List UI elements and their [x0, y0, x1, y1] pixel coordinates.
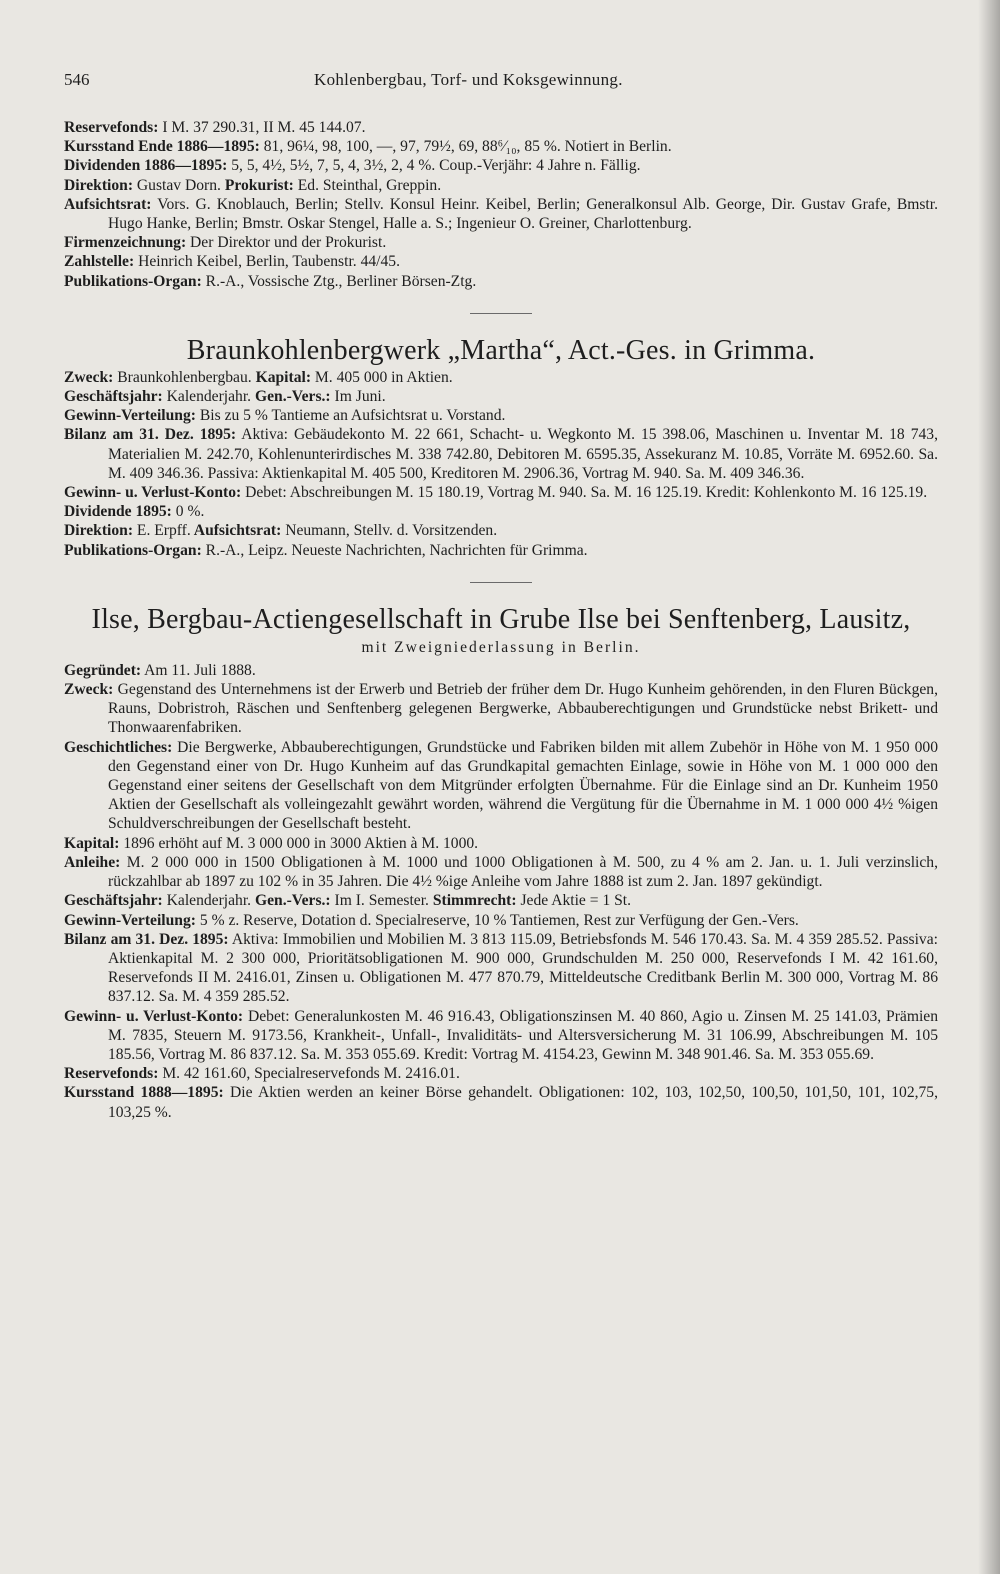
entry-text: M. 42 161.60, Specialreservefonds M. 2416.01. [158, 1065, 460, 1083]
entry-gewinn-verlust-konto [64, 1007, 938, 1065]
entry-label: Anleihe: [64, 853, 121, 871]
entry-text: Aktiva: Gebäudekonto M. 22 661, Schacht- u. Wegkonto M. 15 398.06, Maschinen u. Inventar M. 18 743, Materialien M. 242.70, Kohlenunterirdisches M. 338 742.80, Debitoren M. 6595.35, Assekuranz M. 10.85, Vorräte M. 6952.60. Sa. M. 409 346.36. Passiva: Aktienkapital M. 405 500, Kreditoren M. 2906.36, Vortrag M. 940. Sa. M. 409 346.36. [108, 426, 938, 482]
entry-text-gen-vers: Im I. Semester. [330, 892, 429, 910]
entry-text-kapital: M. 405 000 in Aktien. [311, 368, 453, 386]
entry-text: 5, 5, 4½, 5½, 7, 5, 4, 3½, 2, 4 %. Coup.-Verjähr: 4 Jahre n. Fällig. [227, 157, 641, 175]
entry-label: Gewinn-Verteilung: [64, 407, 196, 425]
entry-text: Gegenstand des Unternehmens ist der Erwerb und Betrieb der früher dem Dr. Hugo Kunheim gehörenden, in den Fluren Bückgen, Rauns, Dobristroh, Räschen und Senftenberg gelegenen Bergwerke, Abbauberechtigungen und Grundstücke nebst Brikett- und Thonwaarenfabriken. [108, 681, 938, 737]
entry-text: 81, 96¼, 98, 100, —, 97, 79½, 69, 88⁶⁄₁₀, 85 %. Notiert in Berlin. [259, 138, 672, 156]
entry-label: Geschäftsjahr: [64, 388, 163, 406]
entry-reservefonds [64, 1064, 938, 1083]
entry-text: Braunkohlenbergbau. [113, 368, 252, 386]
section-divider [470, 582, 532, 583]
entry-text: E. Erpff. [133, 522, 191, 540]
entry-text-gen-vers: Im Juni. [330, 388, 386, 406]
entry-zweck [64, 680, 938, 738]
entry-dividenden [64, 156, 938, 175]
entry-geschaeftsjahr [64, 387, 938, 406]
section-divider [470, 313, 532, 314]
entry-text: Debet: Generalunkosten M. 46 916.43, Obligationszinsen M. 40 860, Agio u. Zinsen M. 25 141.03, Prämien M. 7835, Steuern M. 9173.56, Krankheit-, Unfall-, Invaliditäts- und Altersversicherung M. 31 106.99, Abschreibungen M. 105 185.56, Vortrag M. 86 837.12. Sa. M. 353 055.69. Kredit: Vortrag M. 4154.23, Gewinn M. 348 901.46. Sa. M. 353 055.69. [108, 1007, 938, 1063]
entry-text: Debet: Abschreibungen M. 15 180.19, Vortrag M. 940. Sa. M. 16 125.19. Kredit: Kohlenkonto M. 16 125.19. [241, 484, 928, 502]
entry-reservefonds [64, 118, 938, 137]
entry-label: Publikations-Organ: [64, 541, 202, 559]
entry-geschichtliches [64, 738, 938, 834]
running-title: Kohlenbergbau, Torf- und Koksgewinnung. [314, 70, 623, 89]
entry-text: I M. 37 290.31, II M. 45 144.07. [158, 119, 366, 136]
entry-label: Bilanz am 31. Dez. 1895: [64, 930, 229, 948]
entry-label: Kapital: [64, 834, 120, 852]
entry-label: Kursstand 1888—1895: [64, 1084, 224, 1102]
entry-kursstand [64, 137, 938, 156]
section-martha [64, 334, 938, 560]
page-number: 546 [64, 70, 90, 89]
entry-label: Gewinn-Verteilung: [64, 911, 196, 929]
entry-label-prokurist: Prokurist: [220, 176, 294, 194]
section-ilse [64, 603, 938, 1122]
entry-kursstand [64, 1083, 938, 1121]
entry-text: Kalenderjahr. [162, 388, 252, 406]
entry-label: Zahlstelle: [64, 253, 135, 271]
entry-text: Kalenderjahr. [162, 892, 252, 910]
entry-label: Firmenzeichnung: [64, 234, 187, 252]
entry-zahlstelle [64, 252, 938, 271]
entry-direktion [64, 176, 938, 195]
entry-label-aufsichtsrat: Aufsichtsrat: [190, 522, 282, 540]
entry-firmenzeichnung [64, 233, 938, 252]
entry-text: Die Bergwerke, Abbauberechtigungen, Grundstücke und Fabriken bilden mit allem Zubehör in Höhe von M. 1 950 000 den Gegenstand einer von Dr. Hugo Kunheim auf das Grundkapital gemachten Einlage, sowie in Höhe von M. 1 000 000 den Gegenstand einer seitens der Gesellschaft von dem Mitgründer erfolgten Übernahme. Für die Einlage sind an Dr. Kunheim 1950 Aktien der Gesellschaft als volleingezahlt gewährt worden, während die Vergütung für die Übernahme in M. 1 000 000 4½ %igen Schuldverschreibungen der Gesellschaft besteht. [108, 738, 938, 833]
entry-text: Heinrich Keibel, Berlin, Taubenstr. 44/45. [134, 253, 400, 271]
entry-bilanz [64, 425, 938, 483]
entry-text-prokurist: Ed. Steinthal, Greppin. [293, 176, 442, 194]
entry-gewinn-verteilung [64, 911, 938, 930]
entry-label: Dividende 1895: [64, 503, 172, 521]
entry-zweck [64, 368, 938, 387]
entry-label: Gegründet: [64, 661, 142, 679]
entry-text: R.-A., Vossische Ztg., Berliner Börsen-Ztg. [201, 272, 477, 290]
entry-bilanz [64, 930, 938, 1007]
entry-label: Geschäftsjahr: [64, 892, 163, 910]
entry-direktion [64, 521, 938, 540]
entry-text: Gustav Dorn. [133, 176, 221, 194]
entry-text: M. 2 000 000 in 1500 Obligationen à M. 1000 und 1000 Obligationen à M. 500, zu 4 % am 2. Jan. u. 1. Juli verzinslich, rückzahlbar ab 1897 zu 102 % in 35 Jahren. Die 4½ %ige Anleihe vom Jahre 1888 ist zum 2. Jan. 1897 gekündigt. [108, 853, 938, 891]
entry-gewinn-verlust-konto [64, 483, 938, 502]
entry-label: Zweck: [64, 368, 114, 386]
entry-label: Gewinn- u. Verlust-Konto: [64, 484, 242, 502]
entry-publikations-organ [64, 272, 938, 291]
entry-text: 5 % z. Reserve, Dotation d. Specialreserve, 10 % Tantiemen, Rest zur Verfügung der Gen.-Vers. [195, 911, 799, 929]
entry-label: Direktion: [64, 176, 134, 194]
entry-text: R.-A., Leipz. Neueste Nachrichten, Nachrichten für Grimma. [201, 541, 588, 559]
entry-anleihe [64, 853, 938, 891]
entry-text: 1896 erhöht auf M. 3 000 000 in 3000 Aktien à M. 1000. [119, 834, 479, 852]
entry-text: Am 11. Juli 1888. [141, 661, 256, 679]
entry-label-gen-vers: Gen.-Vers.: [251, 388, 331, 406]
entry-label-stimmrecht: Stimmrecht: [428, 892, 517, 910]
entry-gewinn-verteilung [64, 406, 938, 425]
running-header [64, 70, 938, 90]
entry-label: Bilanz am 31. Dez. 1895: [64, 426, 237, 444]
entry-label: Reservefonds: [64, 119, 159, 136]
entry-text-aufsichtsrat: Neumann, Stellv. d. Vorsitzenden. [281, 522, 498, 540]
entry-kapital [64, 834, 938, 853]
entry-label: Zweck: [64, 681, 114, 699]
entry-label: Kursstand Ende 1886—1895: [64, 138, 260, 156]
page-spine-shadow [978, 0, 1000, 1574]
entry-label: Reservefonds: [64, 1065, 159, 1083]
entry-label: Dividenden 1886—1895: [64, 157, 228, 175]
entry-text: 0 %. [171, 503, 205, 521]
entry-label: Gewinn- u. Verlust-Konto: [64, 1007, 244, 1025]
entry-text: Aktiva: Immobilien und Mobilien M. 3 813 115.09, Betriebsfonds M. 546 170.43. Sa. M. 4 359 285.52. Passiva: Aktienkapital M. 2 300 000, Prioritätsobligationen M. 900 000, Grundschulden M. 250 000, Reservefonds I M. 42 161.60, Reservefonds II M. 2416.01, Zinsen u. Obligationen M. 477 870.79, Mitteldeutsche Creditbank Berlin M. 300 000, Vortrag M. 86 837.12. Sa. M. 4 359 285.52. [108, 930, 938, 1006]
company-subtitle: mit Zweigniederlassung in Berlin. [361, 638, 641, 656]
entry-gegruendet [64, 661, 938, 680]
entry-publikations-organ [64, 541, 938, 560]
entry-text: Die Aktien werden an keiner Börse gehandelt. Obligationen: 102, 103, 102,50, 100,50, 101,50, 101, 102,75, 103,25 %. [108, 1084, 939, 1121]
entry-label-kapital: Kapital: [251, 368, 312, 386]
company-heading-martha: Braunkohlenbergwerk „Martha“, Act.-Ges. in Grimma. [186, 334, 816, 366]
entry-aufsichtsrat [64, 195, 938, 233]
entry-geschaeftsjahr [64, 891, 938, 910]
entry-dividende [64, 502, 938, 521]
entry-text: Bis zu 5 % Tantieme an Aufsichtsrat u. Vorstand. [195, 407, 506, 425]
entry-text: Der Direktor und der Prokurist. [186, 234, 387, 252]
entry-text: Vors. G. Knoblauch, Berlin; Stellv. Konsul Heinr. Keibel, Berlin; Generalkonsul Alb. George, Dir. Gustav Grafe, Bmstr. Hugo Hanke, Berlin; Bmstr. Oskar Stengel, Halle a. S.; Ingenieur O. Greiner, Charlottenburg. [108, 195, 938, 233]
entry-label: Publikations-Organ: [64, 272, 202, 290]
entry-label-gen-vers: Gen.-Vers.: [251, 892, 331, 910]
company-heading-ilse: Ilse, Bergbau-Actiengesellschaft in Grube Ilse bei Senftenberg, Lausitz, [91, 603, 911, 635]
section-continued-company [64, 118, 938, 291]
entry-label: Aufsichtsrat: [64, 195, 152, 213]
entry-label: Direktion: [64, 522, 134, 540]
entry-label: Geschichtliches: [64, 738, 173, 756]
entry-text-stimmrecht: Jede Aktie = 1 St. [516, 892, 632, 910]
